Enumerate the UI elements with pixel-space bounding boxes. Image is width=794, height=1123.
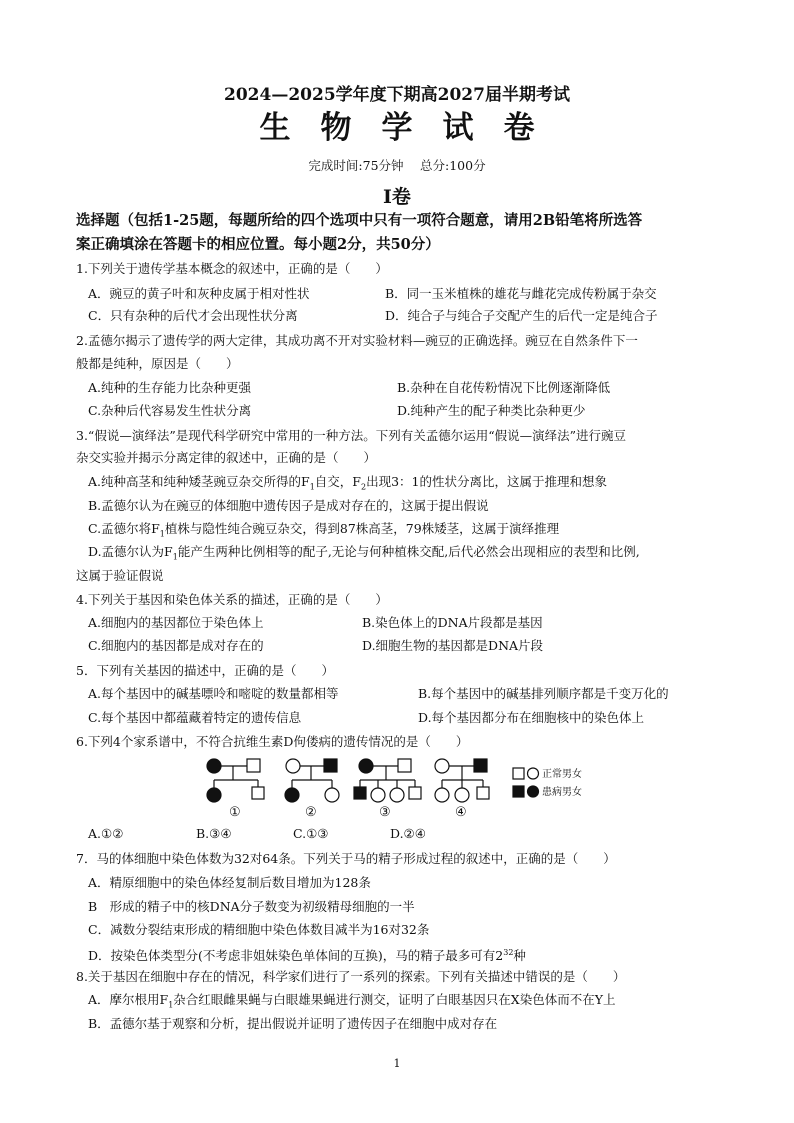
q1-option-b: B．同一玉米植株的雄花与雌花完成传粉属于杂交 (385, 286, 657, 301)
exam-title: 生物学试卷 (259, 110, 565, 146)
pedigree-1-mother (207, 759, 221, 773)
q5-option-b: B.每个基因中的碱基排列顺序都是千变万化的 (418, 686, 669, 701)
exam-header: 2024—2025学年度下期高2027届半期考试 (224, 85, 570, 105)
pedigree-figure (0, 750, 794, 825)
pedigree-3-father (398, 759, 411, 772)
q6-option-c: C.①③ (293, 826, 329, 841)
q5-option-a: A.每个基因中的碱基嘌呤和嘧啶的数量都相等 (88, 686, 339, 701)
pedigree-legend (513, 768, 539, 797)
q1-option-c: C．只有杂种的后代才会出现性状分离 (88, 308, 298, 323)
instructions-line-2: 案正确填涂在答题卡的相应位置。每小题2分，共50分） (76, 236, 440, 253)
pedigree-3-son-affected (354, 787, 366, 799)
q2-stem-line-2: 般都是纯种，原因是（ ） (76, 356, 239, 371)
pedigree-2-daughter-normal (325, 788, 339, 802)
q1-option-d: D．纯合子与纯合子交配产生的后代一定是纯合子 (385, 308, 658, 323)
legend-affected-label: 患病男女 (542, 787, 582, 798)
q7-option-a: A．精原细胞中的染色体经复制后数目增加为128条 (88, 875, 371, 890)
q4-option-b: B.染色体上的DNA片段都是基因 (362, 615, 543, 630)
pedigree-4-father (474, 759, 487, 772)
q2-stem-line-1: 2.孟德尔揭示了遗传学的两大定律，其成功离不开对实验材料—豌豆的正确选择。豌豆在自然条件下一 (76, 333, 638, 348)
pedigree-label-1: ① (229, 805, 241, 820)
section-title: I卷 (383, 186, 411, 208)
q6-option-a: A.①② (88, 826, 124, 841)
q1-stem: 1.下列关于遗传学基本概念的叙述中，正确的是（ ） (76, 261, 388, 276)
q2-option-b: B.杂种在自花传粉情况下比例逐渐降低 (397, 380, 611, 395)
pedigree-4-son (477, 787, 489, 799)
pedigree-label-3: ③ (379, 805, 391, 820)
pedigree-4 (435, 759, 489, 802)
q3-stem-line-2: 杂交实验并揭示分离定律的叙述中，正确的是（ ） (76, 450, 377, 465)
q6-stem: 6.下列4个家系谱中，不符合抗维生素D佝偻病的遗传情况的是（ ） (76, 734, 469, 749)
q3-option-c: C.孟德尔将$F_1$植株与隐性纯合豌豆杂交，得到87株高茎，79株矮茎，这属于演绎推理 (88, 521, 560, 539)
q2-option-d: D.纯种产生的配子种类比杂种更少 (397, 403, 586, 418)
instructions-line-1: 选择题（包括1-25题，每题所给的四个选项中只有一项符合题意，请用2B铅笔将所选答 (76, 212, 643, 229)
instructions (76, 209, 736, 257)
q3-option-d: D.孟德尔认为$F_1$能产生两种比例相等的配子,无论与何种植株交配,后代必然会出现相应的表型和比例, (88, 544, 640, 562)
legend-normal-label: 正常男女 (542, 769, 582, 780)
pedigree-4-daughter-2 (455, 788, 469, 802)
pedigree-3-son-normal (409, 787, 421, 799)
q4-option-a: A.细胞内的基因都位于染色体上 (88, 615, 264, 630)
legend-normal-female (528, 768, 539, 779)
q6-option-b: B.③④ (196, 826, 232, 841)
pedigree-1-father (247, 759, 260, 772)
q5-option-c: C.每个基因中都蕴藏着特定的遗传信息 (88, 710, 302, 725)
pedigree-2 (285, 759, 339, 802)
q7-option-d: D．按染色体类型分(不考虑非姐妹染色单体间的互换)，马的精子最多可有$2^{32}$种 (88, 948, 526, 964)
legend-affected-female (528, 786, 539, 797)
q7-option-b: B 形成的精子中的核DNA分子数变为初级精母细胞的一半 (88, 899, 415, 914)
pedigree-2-father (324, 759, 337, 772)
q7-stem: 7．马的体细胞中染色体数为32对64条。下列关于马的精子形成过程的叙述中，正确的是（ ） (76, 851, 616, 866)
q4-option-d: D.细胞生物的基因都是DNA片段 (362, 638, 544, 653)
q4-stem: 4.下列关于基因和染色体关系的描述，正确的是（ ） (76, 592, 388, 607)
legend-normal-male (513, 768, 524, 779)
q4-option-c: C.细胞内的基因都是成对存在的 (88, 638, 264, 653)
time-label: 完成时间:75分钟 (308, 158, 404, 173)
exam-info (0, 156, 794, 174)
legend-affected-male (513, 786, 524, 797)
pedigree-label-2: ② (305, 805, 317, 820)
q8-option-b: B．孟德尔基于观察和分析，提出假说并证明了遗传因子在细胞中成对存在 (88, 1016, 498, 1031)
q5-option-d: D.每个基因都分布在细胞核中的染色体上 (418, 710, 645, 725)
pedigree-3-daughter-2 (390, 788, 404, 802)
pedigree-4-mother (435, 759, 449, 773)
q2-option-a: A.纯种的生存能力比杂种更强 (88, 380, 252, 395)
q8-stem: 8.关于基因在细胞中存在的情况，科学家们进行了一系列的探索。下列有关描述中错误的是（ ） (76, 969, 626, 984)
pedigree-4-daughter-1 (435, 788, 449, 802)
q1-option-a: A．豌豆的黄子叶和灰种皮属于相对性状 (88, 286, 310, 301)
q8-option-a: A．摩尔根用$F_1$杂合红眼雌果蝇与白眼雄果蝇进行测交，证明了白眼基因只在X染色体而不在Y上 (88, 992, 616, 1010)
q5-stem: 5．下列有关基因的描述中，正确的是（ ） (76, 663, 334, 678)
pedigree-1-daughter (207, 788, 221, 802)
pedigree-1-son (252, 787, 264, 799)
q3-option-b: B.孟德尔认为在豌豆的体细胞中遗传因子是成对存在的，这属于提出假说 (88, 498, 489, 513)
q3-stem-line-1: 3.“假说—演绎法”是现代科学研究中常用的一种方法。下列有关孟德尔运用“假说—演绎法”进行豌豆 (76, 428, 626, 443)
q6-option-d: D.②④ (390, 826, 426, 841)
q7-option-c: C．减数分裂结束形成的精细胞中染色体数目减半为16对32条 (88, 922, 430, 937)
q3-option-d-cont: 这属于验证假说 (76, 568, 164, 583)
pedigree-3 (354, 759, 421, 802)
pedigree-label-4: ④ (455, 805, 467, 820)
page-number: 1 (393, 1057, 401, 1070)
pedigree-3-mother (359, 759, 373, 773)
pedigree-1 (207, 759, 264, 802)
pedigree-2-daughter-affected (285, 788, 299, 802)
pedigree-2-mother (286, 759, 300, 773)
pedigree-3-daughter-1 (371, 788, 385, 802)
q2-option-c: C.杂种后代容易发生性状分离 (88, 403, 252, 418)
score-label: 总分:100分 (420, 158, 486, 173)
q3-option-a: A.纯种高茎和纯种矮茎豌豆杂交所得的$F_1$自交，$F_2$出现3：1的性状分离比，这属于推理和想象 (88, 474, 607, 492)
